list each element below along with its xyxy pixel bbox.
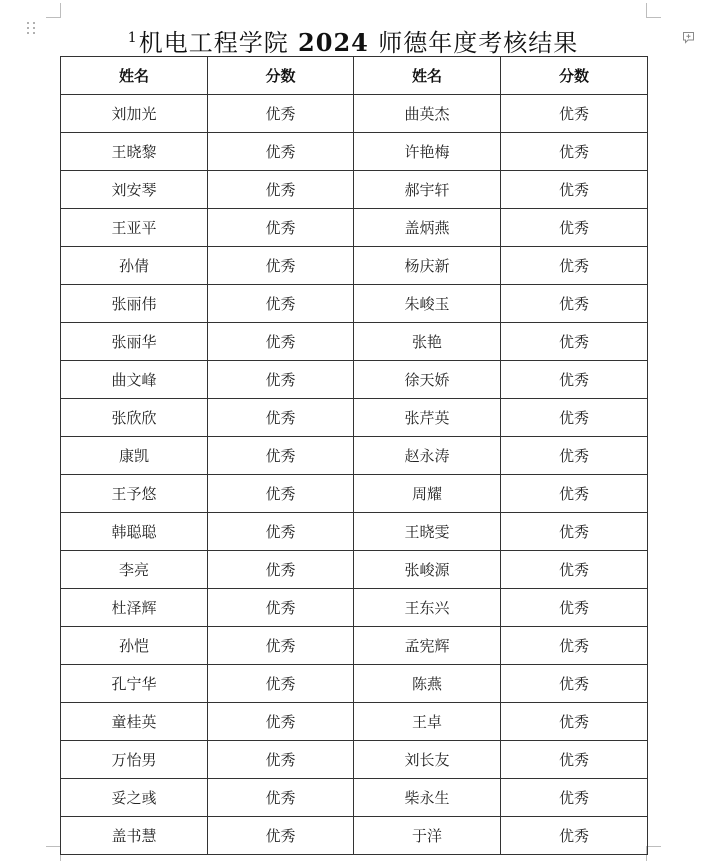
cell-score: 优秀 — [208, 703, 354, 741]
cell-score: 优秀 — [501, 247, 648, 285]
cell-name: 张欣欣 — [61, 399, 208, 437]
cell-score: 优秀 — [208, 627, 354, 665]
cell-name: 许艳梅 — [354, 133, 501, 171]
cell-name: 王东兴 — [354, 589, 501, 627]
header-score: 分数 — [208, 57, 354, 95]
add-comment-icon[interactable] — [682, 29, 695, 42]
table-row — [61, 589, 648, 627]
cell-name: 张艳 — [354, 323, 501, 361]
table-row — [61, 475, 648, 513]
cell-score: 优秀 — [501, 285, 648, 323]
table-row — [61, 513, 648, 551]
cell-name: 刘长友 — [354, 741, 501, 779]
page-corner-mark — [646, 3, 661, 18]
table-row — [61, 551, 648, 589]
title-prefix: 机电工程学院 — [138, 29, 289, 57]
cell-name: 朱峻玉 — [354, 285, 501, 323]
title-suffix: 师德年度考核结果 — [378, 29, 579, 57]
cell-score: 优秀 — [501, 95, 648, 133]
assessment-results-table — [60, 56, 648, 855]
cell-name: 盖书慧 — [61, 817, 208, 855]
cell-score: 优秀 — [208, 399, 354, 437]
header-name: 姓名 — [61, 57, 208, 95]
cell-name: 妥之彧 — [61, 779, 208, 817]
cell-score: 优秀 — [501, 133, 648, 171]
cell-score: 优秀 — [501, 475, 648, 513]
page-corner-mark — [646, 846, 661, 861]
cell-score: 优秀 — [208, 779, 354, 817]
cell-score: 优秀 — [501, 779, 648, 817]
cell-score: 优秀 — [501, 437, 648, 475]
cell-name: 陈燕 — [354, 665, 501, 703]
cell-name: 赵永涛 — [354, 437, 501, 475]
cell-name: 徐天娇 — [354, 361, 501, 399]
table-row — [61, 361, 648, 399]
cell-score: 优秀 — [208, 323, 354, 361]
cell-score: 优秀 — [501, 665, 648, 703]
cell-score: 优秀 — [208, 551, 354, 589]
cell-name: 孙倩 — [61, 247, 208, 285]
cell-score: 优秀 — [501, 209, 648, 247]
cell-score: 优秀 — [501, 589, 648, 627]
table-row — [61, 133, 648, 171]
cell-score: 优秀 — [501, 741, 648, 779]
table-row — [61, 741, 648, 779]
cell-name: 万怡男 — [61, 741, 208, 779]
cell-score: 优秀 — [208, 171, 354, 209]
table-row — [61, 437, 648, 475]
cell-score: 优秀 — [208, 437, 354, 475]
cell-name: 张丽华 — [61, 323, 208, 361]
cell-score: 优秀 — [208, 209, 354, 247]
cell-name: 张芹英 — [354, 399, 501, 437]
cell-score: 优秀 — [208, 589, 354, 627]
cell-name: 王亚平 — [61, 209, 208, 247]
cell-name: 杨庆新 — [354, 247, 501, 285]
page-corner-mark — [46, 3, 61, 18]
cell-score: 优秀 — [501, 513, 648, 551]
cell-score: 优秀 — [208, 741, 354, 779]
cell-name: 于洋 — [354, 817, 501, 855]
cell-name: 曲文峰 — [61, 361, 208, 399]
cell-score: 优秀 — [501, 171, 648, 209]
table-row — [61, 665, 648, 703]
cell-score: 优秀 — [501, 817, 648, 855]
cell-name: 孙恺 — [61, 627, 208, 665]
title-superscript: 1 — [127, 30, 138, 46]
cell-score: 优秀 — [208, 95, 354, 133]
header-name: 姓名 — [354, 57, 501, 95]
cell-score: 优秀 — [208, 285, 354, 323]
table-row — [61, 399, 648, 437]
table-row — [61, 703, 648, 741]
document-title — [60, 18, 646, 58]
cell-name: 周耀 — [354, 475, 501, 513]
cell-name: 韩聪聪 — [61, 513, 208, 551]
cell-name: 李亮 — [61, 551, 208, 589]
cell-name: 童桂英 — [61, 703, 208, 741]
cell-name: 王晓雯 — [354, 513, 501, 551]
cell-name: 王卓 — [354, 703, 501, 741]
cell-name: 张峻源 — [354, 551, 501, 589]
cell-score: 优秀 — [208, 475, 354, 513]
cell-name: 杜泽辉 — [61, 589, 208, 627]
cell-name: 孔宁华 — [61, 665, 208, 703]
cell-name: 郝宇轩 — [354, 171, 501, 209]
cell-name: 盖炳燕 — [354, 209, 501, 247]
cell-name: 曲英杰 — [354, 95, 501, 133]
header-score: 分数 — [501, 57, 648, 95]
table-row — [61, 95, 648, 133]
table-row — [61, 285, 648, 323]
cell-name: 康凯 — [61, 437, 208, 475]
cell-name: 王予悠 — [61, 475, 208, 513]
cell-score: 优秀 — [208, 513, 354, 551]
cell-score: 优秀 — [208, 361, 354, 399]
cell-score: 优秀 — [501, 323, 648, 361]
table-row — [61, 171, 648, 209]
title-year: 2024 — [288, 28, 379, 57]
cell-score: 优秀 — [208, 665, 354, 703]
cell-score: 优秀 — [501, 399, 648, 437]
table-row — [61, 209, 648, 247]
cell-name: 刘加光 — [61, 95, 208, 133]
cell-score: 优秀 — [501, 361, 648, 399]
cell-score: 优秀 — [208, 133, 354, 171]
table-row — [61, 779, 648, 817]
table-body — [61, 95, 648, 855]
cell-name: 王晓黎 — [61, 133, 208, 171]
table-row — [61, 247, 648, 285]
table-row — [61, 817, 648, 855]
cell-score: 优秀 — [501, 703, 648, 741]
table-move-handle-icon[interactable] — [27, 22, 37, 36]
cell-name: 孟宪辉 — [354, 627, 501, 665]
table-row — [61, 323, 648, 361]
cell-score: 优秀 — [501, 627, 648, 665]
cell-name: 刘安琴 — [61, 171, 208, 209]
cell-score: 优秀 — [501, 551, 648, 589]
table-header-row — [61, 57, 648, 95]
cell-score: 优秀 — [208, 817, 354, 855]
cell-score: 优秀 — [208, 247, 354, 285]
page-corner-mark — [46, 846, 61, 861]
cell-name: 张丽伟 — [61, 285, 208, 323]
table-row — [61, 627, 648, 665]
cell-name: 柴永生 — [354, 779, 501, 817]
